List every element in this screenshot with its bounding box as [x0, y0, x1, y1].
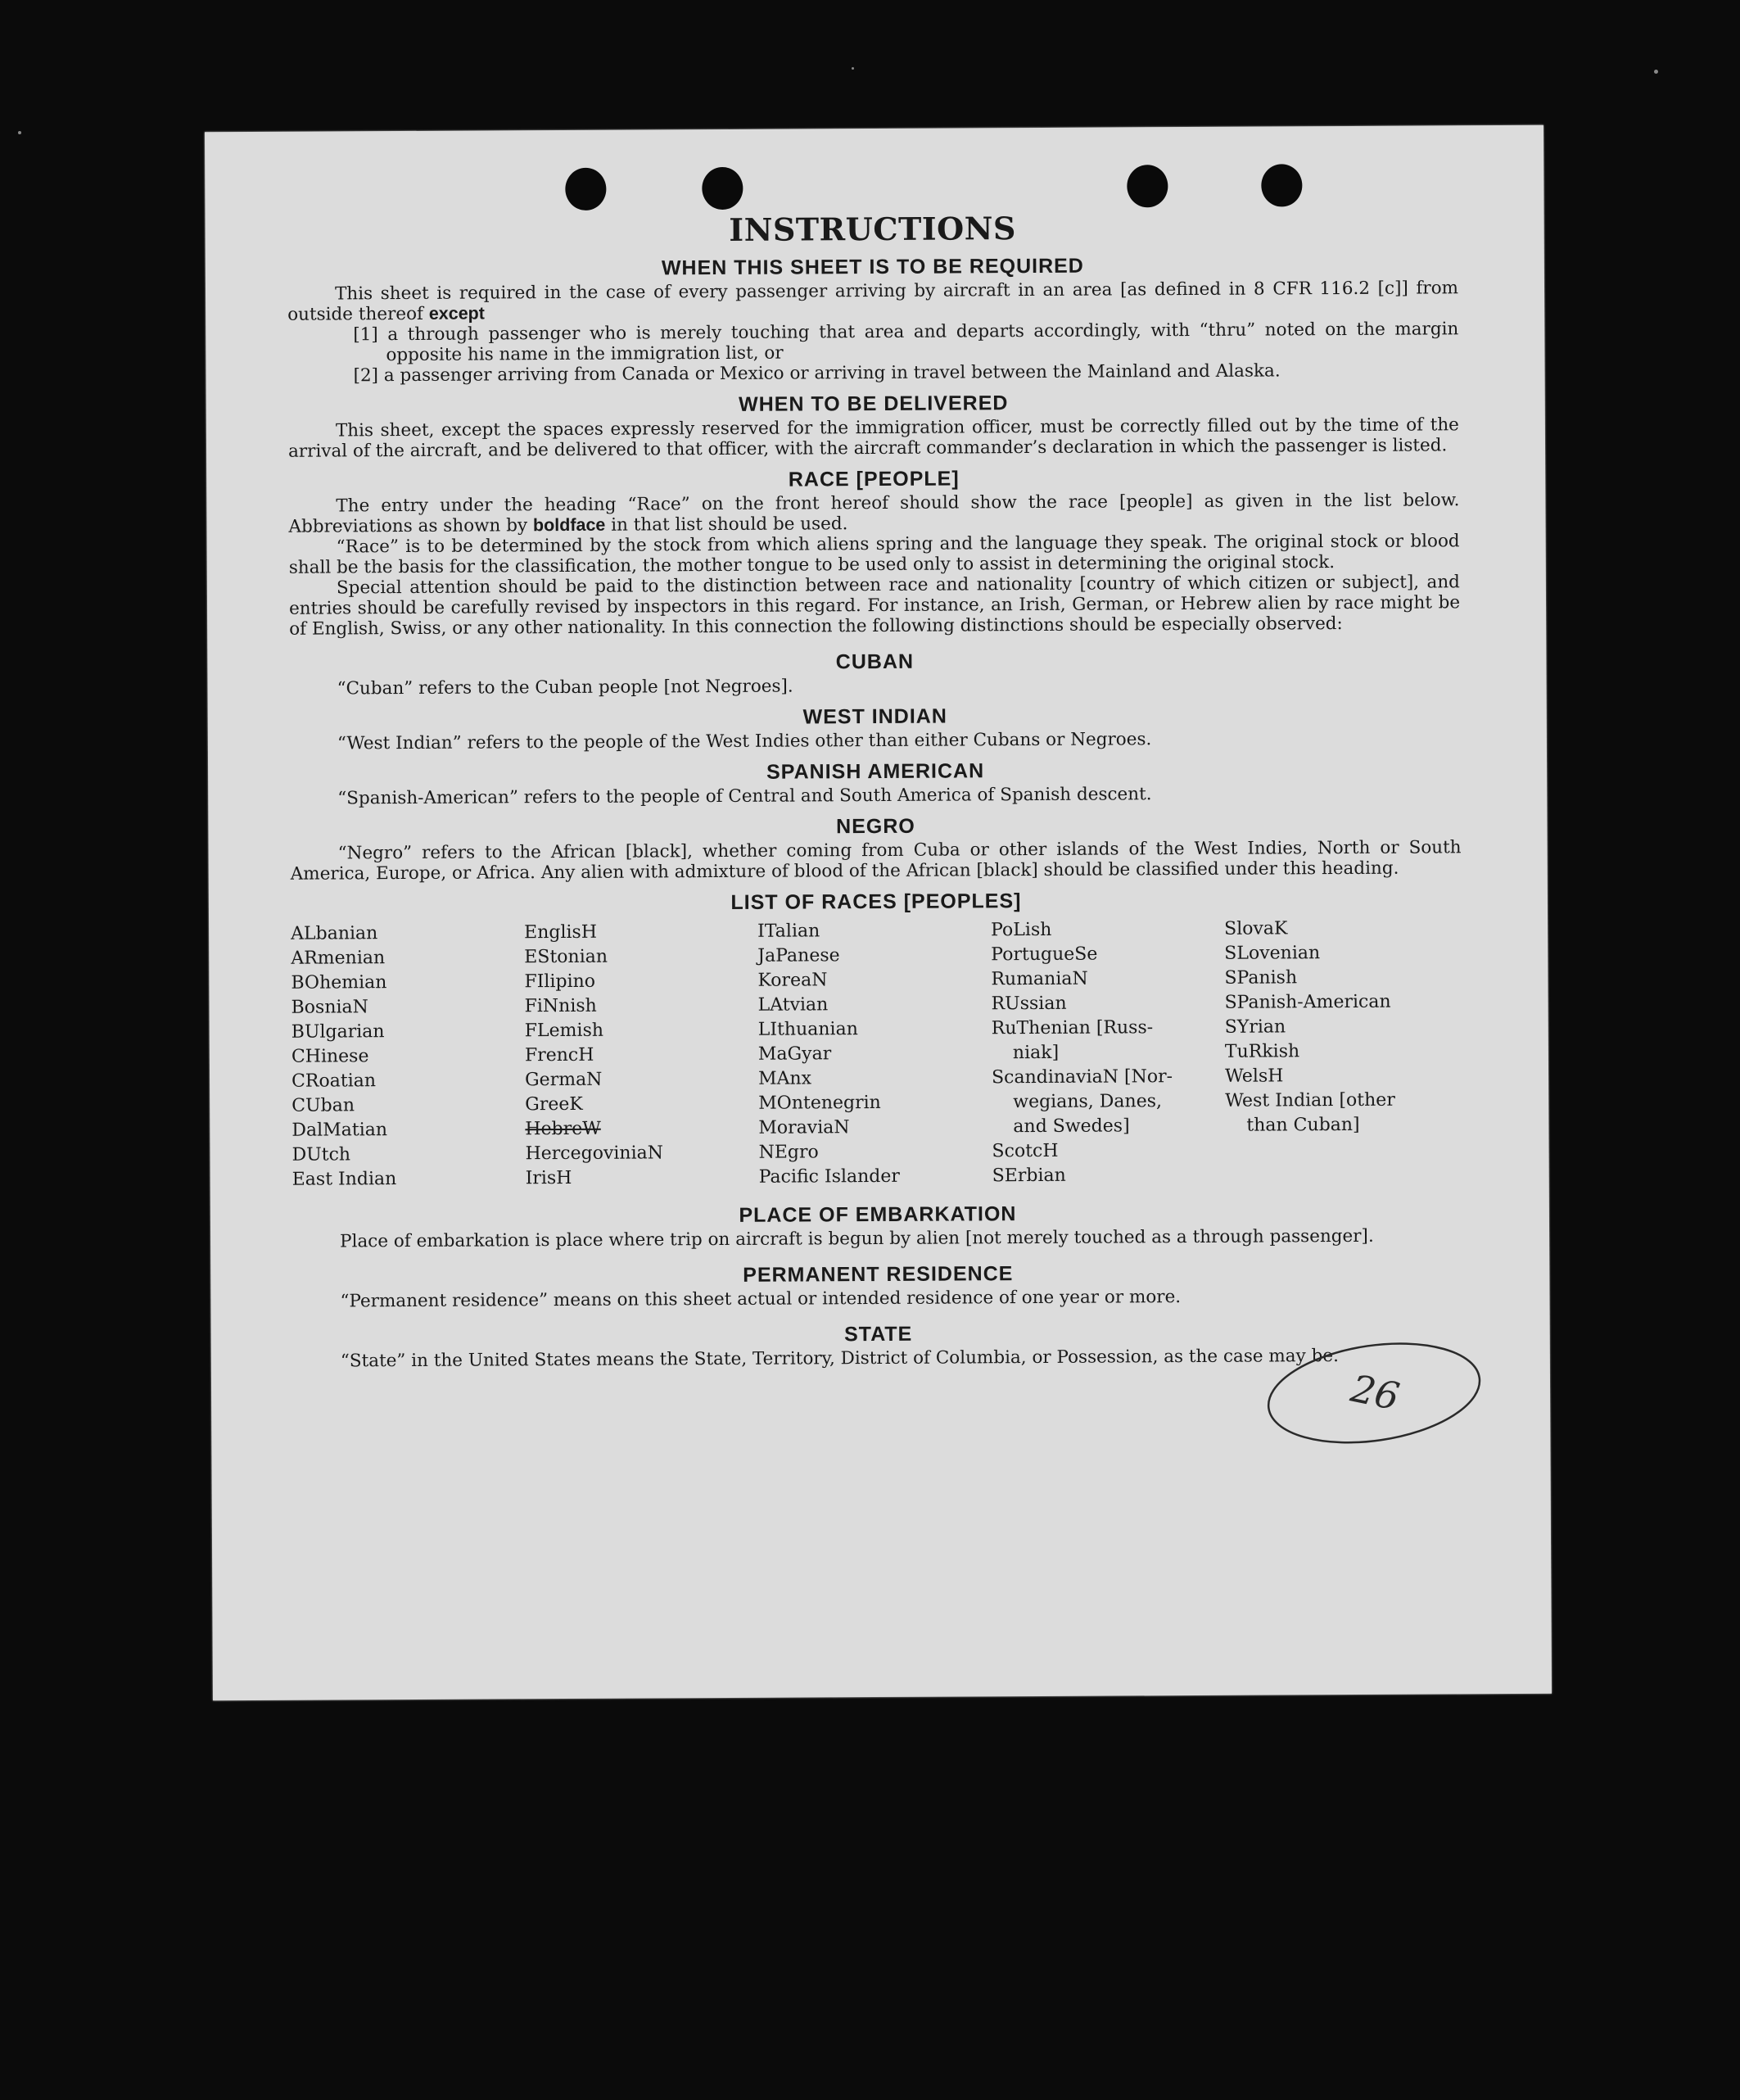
race-item: West Indian [other: [1225, 1089, 1395, 1111]
race-item: SlovaK: [1224, 918, 1288, 939]
race-paragraph-1: The entry under the heading “Race” on the front hereof should show the race [people] as given in the list below. Abbreviations as shown by boldface in that list should be used.: [288, 490, 1460, 537]
punch-hole: [1261, 164, 1302, 206]
heading-race: RACE [PEOPLE]: [788, 467, 960, 491]
heading-required: WHEN THIS SHEET IS TO BE REQUIRED: [661, 254, 1084, 280]
race-item: NEgro: [758, 1142, 819, 1163]
race-item: CUban: [292, 1095, 355, 1116]
heading-permanent-residence: PERMANENT RESIDENCE: [743, 1262, 1014, 1287]
required-item-1: [1] a through passenger who is merely touching that area and departs accordingly, with “thru” noted on the margin opposite his name in the immigration list, or: [353, 319, 1459, 366]
race-item: ITalian: [757, 921, 820, 942]
race-item: PoLish: [991, 919, 1052, 941]
instructions-content: [287, 207, 1464, 1371]
races-column-3: [757, 918, 992, 1189]
race-item: FiNnish: [524, 995, 597, 1017]
state-text: “State” in the United States means the State, Territory, District of Columbia, or Possession, as the case may be.: [340, 1346, 1339, 1372]
race-item: BUlgarian: [291, 1021, 385, 1043]
race-item: TuRkish: [1224, 1041, 1300, 1062]
dust-speck: [18, 131, 21, 134]
race-item: MaGyar: [757, 1043, 832, 1065]
race-item: MoraviaN: [758, 1117, 850, 1138]
race-item: BOhemian: [291, 972, 387, 993]
heading-embarkation: PLACE OF EMBARKATION: [739, 1202, 1017, 1227]
heading-delivered: WHEN TO BE DELIVERED: [739, 391, 1009, 416]
race-item: MAnx: [757, 1068, 812, 1089]
race-item: ALbanian: [291, 923, 378, 944]
dust-speck: [1654, 70, 1658, 74]
race-item: Pacific Islander: [758, 1165, 900, 1188]
races-column-1: [291, 921, 526, 1192]
race-item: FIlipino: [524, 971, 596, 993]
race-item: FLemish: [524, 1020, 604, 1042]
heading-cuban: CUBAN: [835, 649, 915, 674]
heading-state: STATE: [843, 1322, 913, 1346]
races-column-5: [1224, 916, 1463, 1188]
race-paragraph-3: Special attention should be paid to the distinction between race and nationality [country of which citizen or subject], and entries should be carefully revised by inspectors in this regard. For instance, an Irish, German, or Hebrew alien by race might be of English, Swiss, or any other nationality. In this connection the following distinctions should be especially observed:: [288, 572, 1461, 640]
race-item-continued: and Swedes]: [1013, 1116, 1130, 1138]
heading-negro: NEGRO: [836, 814, 915, 839]
race-paragraph-2: “Race” is to be determined by the stock from which aliens spring and the language they speak. The original stock or blood shall be the basis for the classification, the mother tongue to be used only to assist in determining the original stock.: [288, 531, 1460, 578]
page-title: INSTRUCTIONS: [729, 210, 1017, 248]
race-item: WelsH: [1224, 1066, 1284, 1087]
race-item: BosniaN: [291, 997, 368, 1018]
embarkation-text: Place of embarkation is place where trip on aircraft is begun by alien [not merely touched as a through passenger].: [340, 1225, 1374, 1252]
race-item: PortugueSe: [991, 944, 1098, 966]
race-item: RumaniaN: [991, 968, 1088, 990]
race-item: RUssian: [991, 993, 1067, 1015]
race-item: GreeK: [525, 1093, 583, 1116]
race-item: CRoatian: [292, 1070, 377, 1092]
race-item: East Indian: [292, 1169, 397, 1190]
race-item: SYrian: [1224, 1016, 1286, 1038]
handwritten-number: 26: [1347, 1365, 1403, 1419]
spanish-american-text: “Spanish-American” refers to the people of Central and South America of Spanish descent.: [337, 784, 1152, 809]
race-item: EStonian: [524, 946, 608, 968]
race-item: GermaN: [524, 1069, 603, 1091]
race-item-continued: niak]: [1012, 1042, 1060, 1064]
heading-spanish-american: SPANISH AMERICAN: [766, 759, 985, 784]
race-item: ARmenian: [291, 948, 386, 969]
heading-list-of-races: LIST OF RACES [PEOPLES]: [730, 889, 1022, 914]
race-item: KoreaN: [757, 970, 828, 991]
races-list: [291, 916, 1463, 1192]
race-item: SPanish-American: [1224, 991, 1391, 1013]
race-item: LAtvian: [757, 994, 829, 1016]
race-item: JaPanese: [757, 945, 840, 966]
residence-text: “Permanent residence” means on this sheet actual or intended residence of one year or more.: [340, 1287, 1182, 1312]
race-item-continued: wegians, Danes,: [1013, 1091, 1163, 1113]
west-indian-text: “West Indian” refers to the people of the West Indies other than either Cubans or Negroes.: [337, 729, 1152, 754]
race-item: MOntenegrin: [758, 1092, 881, 1114]
handwritten-circled-number: [1259, 1337, 1498, 1450]
race-item: SPanish: [1224, 967, 1298, 989]
race-item: LIthuanian: [757, 1019, 858, 1040]
races-column-2: [524, 920, 759, 1191]
required-intro: This sheet is required in the case of every passenger arriving by aircraft in an area [as defined in 8 CFR 116.2 [c]] from outside thereof except: [287, 278, 1459, 325]
races-column-4: [991, 917, 1226, 1188]
race-item: DalMatian: [292, 1120, 388, 1141]
punch-hole: [702, 167, 743, 210]
race-item: SLovenian: [1224, 943, 1321, 964]
heading-west-indian: WEST INDIAN: [802, 704, 947, 729]
required-item-2: [2] a passenger arriving from Canada or Mexico or arriving in travel between the Mainland and Alaska.: [353, 360, 1281, 387]
cuban-text: “Cuban” refers to the Cuban people [not Negroes].: [337, 676, 793, 699]
negro-text: “Negro” refers to the African [black], whether coming from Cuba or other islands of the West Indies, North or South America, Europe, or Africa. Any alien with admixture of blood of the African [black] should be classified under this heading.: [290, 837, 1462, 885]
punch-hole: [565, 168, 606, 210]
race-item: DUtch: [292, 1144, 351, 1165]
document-sheet: [205, 125, 1552, 1701]
race-item: RuThenian [Russ-: [991, 1017, 1154, 1039]
race-item-struck: HebreW: [525, 1118, 601, 1140]
race-item: ScotcH: [992, 1140, 1059, 1162]
race-item: IrisH: [525, 1167, 572, 1189]
race-item: FrencH: [524, 1044, 594, 1066]
delivered-text: This sheet, except the spaces expressly reserved for the immigration officer, must be correctly filled out by the time of the arrival of the aircraft, and be delivered to that officer, with the aircraft commander’s declaration in which the passenger is listed.: [287, 414, 1459, 462]
race-item: ScandinaviaN [Nor-: [991, 1066, 1173, 1088]
race-item: CHinese: [291, 1046, 369, 1067]
race-item: SErbian: [992, 1165, 1066, 1187]
punch-hole: [1127, 165, 1168, 207]
race-item: HercegoviniaN: [525, 1143, 664, 1165]
race-item-continued: than Cuban]: [1246, 1114, 1360, 1136]
race-item: EnglisH: [524, 921, 598, 944]
dust-speck: [852, 67, 854, 70]
